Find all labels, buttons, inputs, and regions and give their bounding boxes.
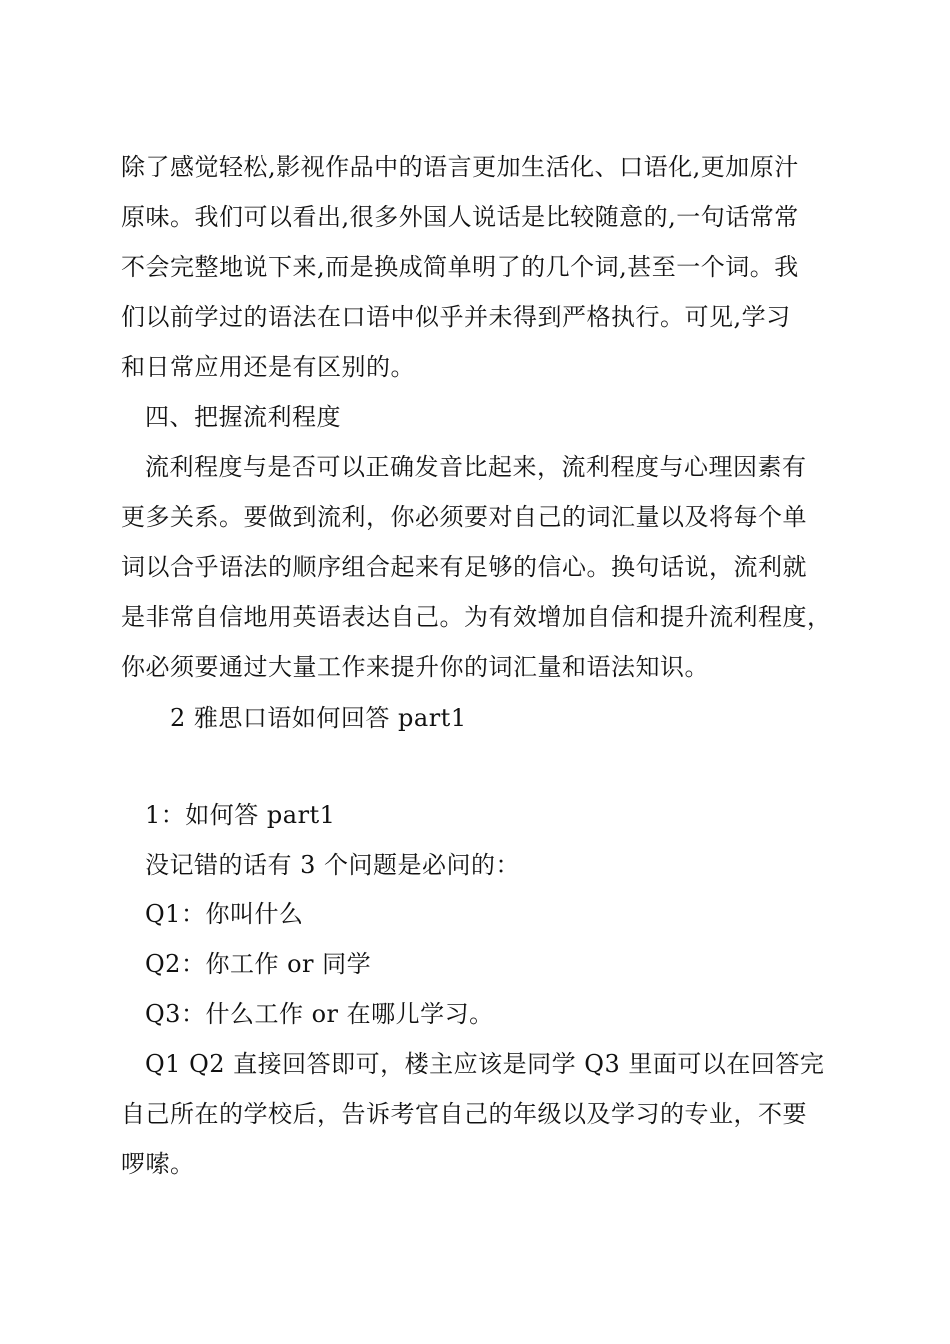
- question-q2: Q2：你工作 or 同学: [145, 950, 372, 978]
- section4-heading: 四、把握流利程度: [145, 403, 341, 431]
- question-intro: 没记错的话有 3 个问题是必问的：: [145, 851, 521, 879]
- paragraph3-line-3: 啰嗦。: [121, 1150, 195, 1178]
- paragraph1-line-1: 除了感觉轻松,影视作品中的语言更加生活化、口语化,更加原汁: [121, 153, 799, 181]
- paragraph3-line-1: Q1 Q2 直接回答即可，楼主应该是同学 Q3 里面可以在回答完: [145, 1050, 825, 1078]
- paragraph2-line-4: 是非常自信地用英语表达自己。为有效增加自信和提升流利程度，: [121, 603, 832, 631]
- question-q1: Q1：你叫什么: [145, 900, 304, 928]
- paragraph2-line-3: 词以合乎语法的顺序组合起来有足够的信心。换句话说，流利就: [121, 553, 807, 581]
- section2-heading: 2 雅思口语如何回答 part1: [170, 704, 467, 732]
- paragraph2-line-1: 流利程度与是否可以正确发音比起来，流利程度与心理因素有: [145, 453, 807, 481]
- question-heading: 1：如何答 part1: [145, 801, 336, 829]
- paragraph1-line-4: 们以前学过的语法在口语中似乎并未得到严格执行。可见,学习: [121, 303, 791, 331]
- paragraph2-line-5: 你必须要通过大量工作来提升你的词汇量和语法知识。: [121, 653, 709, 681]
- paragraph3-line-2: 自己所在的学校后，告诉考官自己的年级以及学习的专业，不要: [121, 1100, 807, 1128]
- paragraph1-line-3: 不会完整地说下来,而是换成简单明了的几个词,甚至一个词。我: [121, 253, 799, 281]
- paragraph2-line-2: 更多关系。要做到流利，你必须要对自己的词汇量以及将每个单: [121, 503, 807, 531]
- paragraph1-line-2: 原味。我们可以看出,很多外国人说话是比较随意的,一句话常常: [121, 203, 799, 231]
- question-q3: Q3：什么工作 or 在哪儿学习。: [145, 1000, 494, 1028]
- paragraph1-line-5: 和日常应用还是有区别的。: [121, 353, 415, 381]
